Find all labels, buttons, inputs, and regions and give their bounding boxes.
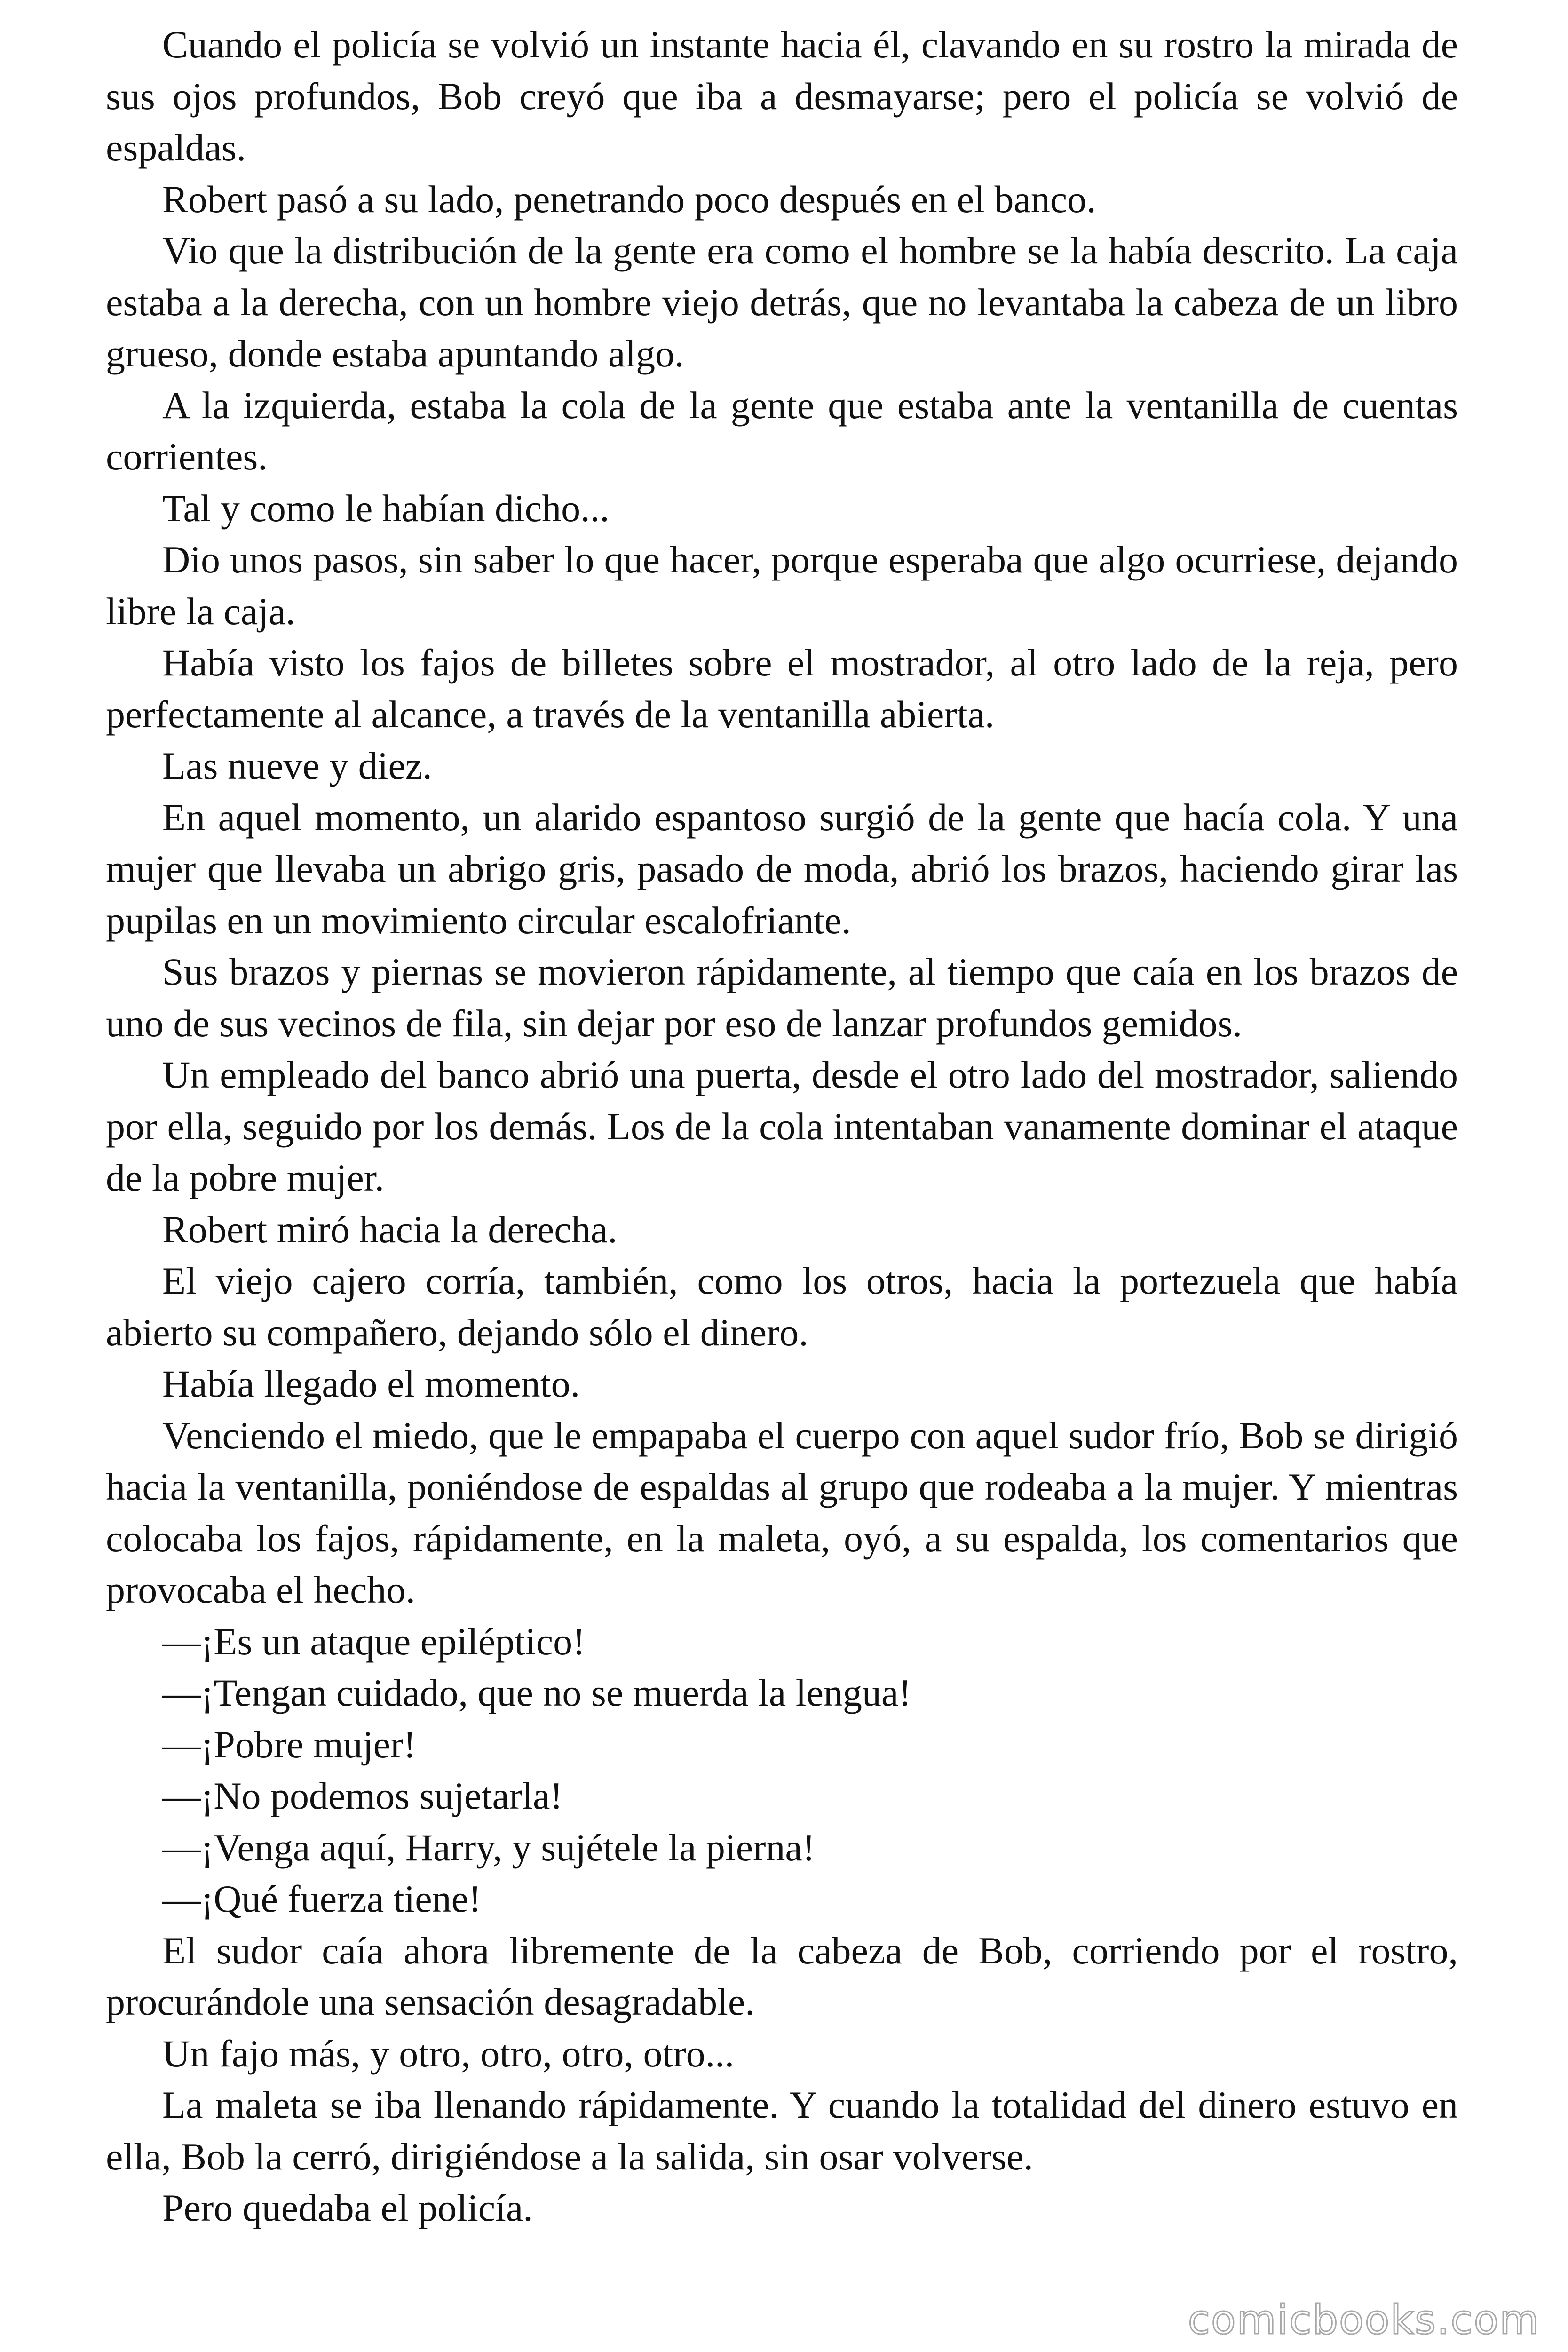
paragraph: Pero quedaba el policía. xyxy=(162,2186,533,2229)
paragraph: Un fajo más, y otro, otro, otro, otro... xyxy=(162,2032,735,2075)
dialogue-line: —¡Qué fuerza tiene! xyxy=(162,1877,482,1920)
paragraph: Un empleado del banco abrió una puerta, desde el otro lado del mostrador, saliendo por ella, seguido por los demás. Los de la cola intentaban vanamente dominar el ataque de la pobre mujer. xyxy=(106,1053,1458,1199)
dialogue-line: —¡Tengan cuidado, que no se muerda la lengua! xyxy=(162,1671,911,1714)
paragraph: Tal y como le habían dicho... xyxy=(162,486,610,530)
paragraph: Vio que la distribución de la gente era como el hombre se la había descrito. La caja estaba a la derecha, con un hombre viejo detrás, que no levantaba la cabeza de un libro grueso, donde estaba apuntando algo. xyxy=(106,229,1458,375)
paragraph: Sus brazos y piernas se movieron rápidamente, al tiempo que caía en los brazos de uno de sus vecinos de fila, sin dejar por eso de lanzar profundos gemidos. xyxy=(106,950,1458,1045)
paragraph: La maleta se iba llenando rápidamente. Y cuando la totalidad del dinero estuvo en ella, Bob la cerró, dirigiéndose a la salida, sin osar volverse. xyxy=(106,2083,1458,2178)
paragraph: Había llegado el momento. xyxy=(162,1362,580,1405)
page-text xyxy=(106,19,1458,2234)
paragraph: El viejo cajero corría, también, como los otros, hacia la portezuela que había abierto su compañero, dejando sólo el dinero. xyxy=(106,1259,1458,1354)
paragraph: Había visto los fajos de billetes sobre el mostrador, al otro lado de la reja, pero perfectamente al alcance, a través de la ventanilla abierta. xyxy=(106,641,1458,736)
paragraph: El sudor caía ahora libremente de la cabeza de Bob, corriendo por el rostro, procurándole una sensación desagradable. xyxy=(106,1929,1458,2023)
dialogue-line: —¡Venga aquí, Harry, y sujétele la pierna! xyxy=(162,1826,816,1869)
paragraph: En aquel momento, un alarido espantoso surgió de la gente que hacía cola. Y una mujer que llevaba un abrigo gris, pasado de moda, abrió los brazos, haciendo girar las pupilas en un movimiento circular escalofriante. xyxy=(106,795,1458,942)
paragraph: Dio unos pasos, sin saber lo que hacer, porque esperaba que algo ocurriese, dejando libre la caja. xyxy=(106,538,1458,633)
watermark: comicbooks.com xyxy=(1188,2296,1540,2344)
paragraph: Robert pasó a su lado, penetrando poco después en el banco. xyxy=(162,177,1096,221)
paragraph: Venciendo el miedo, que le empapaba el cuerpo con aquel sudor frío, Bob se dirigió hacia la ventanilla, poniéndose de espaldas al grupo que rodeaba a la mujer. Y mientras colocaba los fajos, rápidamente, en la maleta, oyó, a su espalda, los comentarios que provocaba el hecho. xyxy=(106,1414,1458,1611)
dialogue-line: —¡Es un ataque epiléptico! xyxy=(162,1620,586,1663)
dialogue-line: —¡Pobre mujer! xyxy=(162,1723,416,1766)
paragraph: Cuando el policía se volvió un instante hacia él, clavando en su rostro la mirada de sus ojos profundos, Bob creyó que iba a desmayarse; pero el policía se volvió de espaldas. xyxy=(106,23,1458,169)
paragraph: Las nueve y diez. xyxy=(162,744,432,787)
dialogue-line: —¡No podemos sujetarla! xyxy=(162,1774,563,1817)
paragraph: A la izquierda, estaba la cola de la gente que estaba ante la ventanilla de cuentas corrientes. xyxy=(106,383,1458,478)
paragraph: Robert miró hacia la derecha. xyxy=(162,1208,618,1251)
